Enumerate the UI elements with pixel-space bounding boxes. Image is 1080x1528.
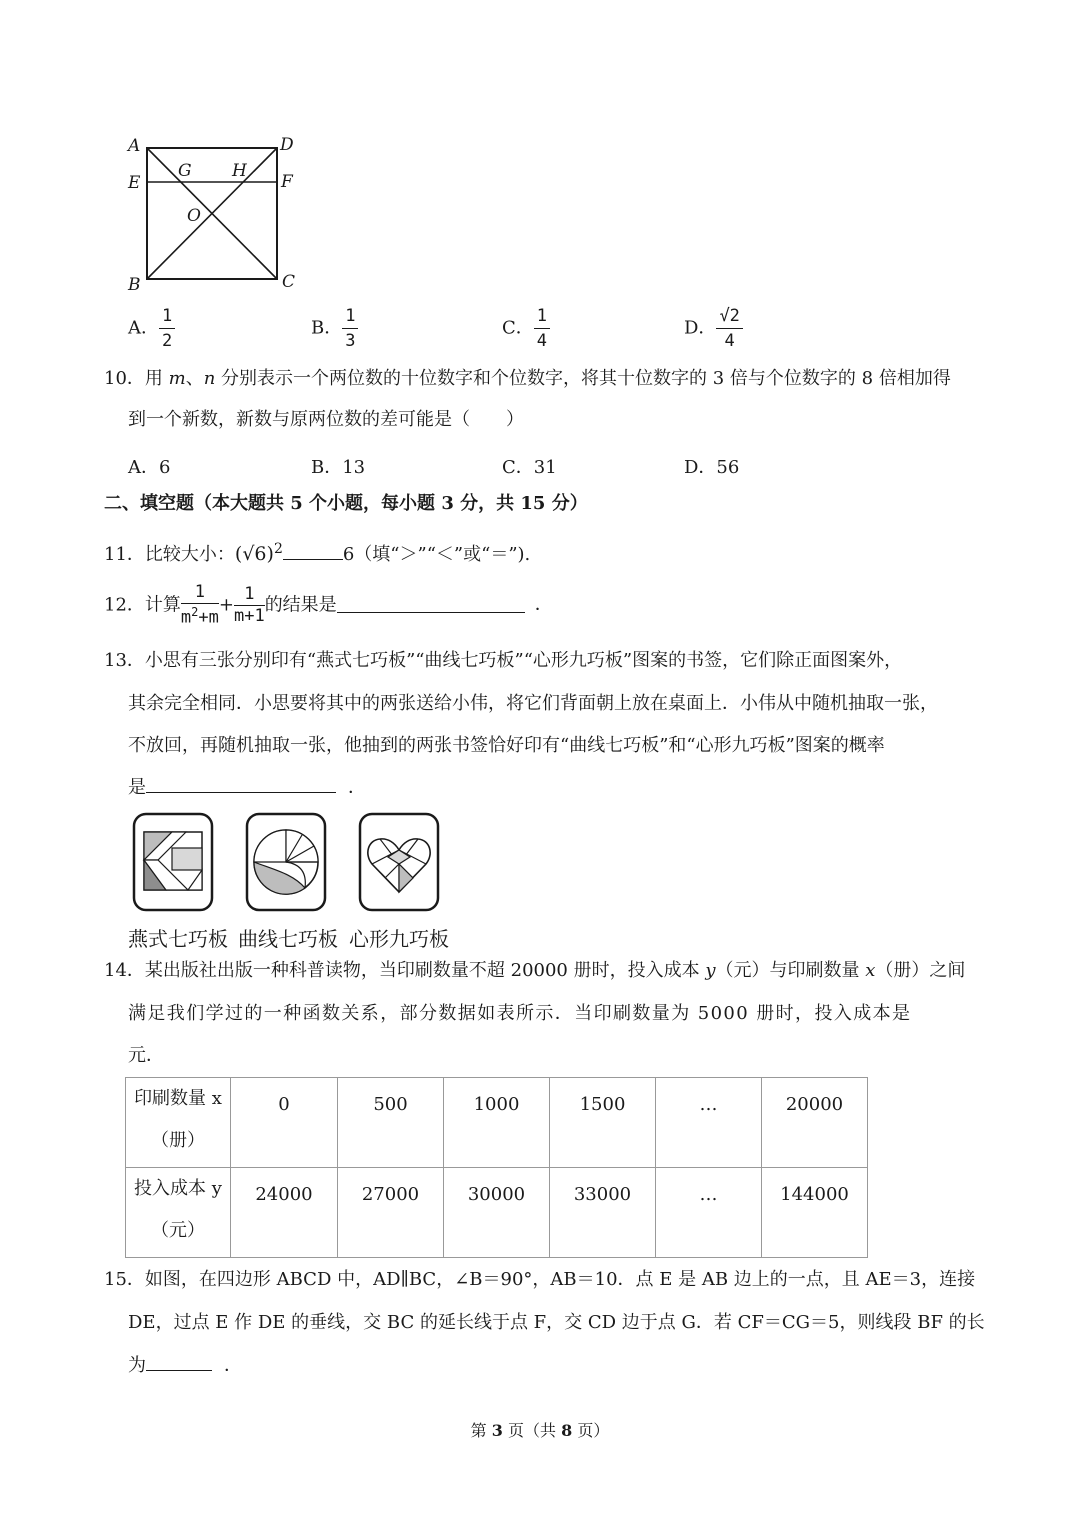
- table-cell: 20000: [762, 1078, 868, 1168]
- q12: 12．计算 $\frac{1}{m^2+m}$ + $\frac{1}{m+1}$ 的结果是 ．: [104, 582, 553, 628]
- q10-option-d: D．56: [684, 457, 740, 478]
- card-label-curve: 曲线七巧板: [238, 927, 338, 951]
- q9-option-d: D． $\frac{√2}{4}$: [684, 306, 743, 351]
- data-table: [125, 1077, 868, 1258]
- label-B: B: [128, 275, 141, 295]
- label-G: G: [178, 161, 192, 181]
- table-cell: 144000: [762, 1168, 868, 1258]
- sqrt-expression: (√6): [234, 543, 274, 565]
- table-cell: 1000: [444, 1078, 550, 1168]
- q14-line2: 满足我们学过的一种函数关系，部分数据如表所示．当印刷数量为 5000 册时，投入成本是: [128, 1003, 912, 1024]
- label-E: E: [128, 173, 141, 193]
- label-C: C: [282, 272, 296, 292]
- curve-tangram-card: [245, 812, 327, 912]
- q10-line2: 到一个新数，新数与原两位数的差可能是（ ）: [128, 409, 524, 430]
- heart-tangram-card: [358, 812, 440, 912]
- table-row: [126, 1078, 868, 1168]
- answer-blank[interactable]: [146, 792, 336, 793]
- answer-blank[interactable]: [337, 612, 525, 613]
- label-F: F: [281, 172, 293, 192]
- card-label-swallow: 燕式七巧板: [128, 927, 228, 951]
- q15-line1: 15．如图，在四边形 ABCD 中，AD∥BC，∠B＝90°，AB＝10．点 E 是 AB 边上的一点，且 AE＝3，连接: [104, 1269, 976, 1290]
- label-D: D: [280, 135, 294, 155]
- fraction: $\frac{1}{4}$: [534, 306, 550, 351]
- q9-option-a: A． $\frac{1}{2}$: [128, 306, 175, 351]
- table-cell: 33000: [550, 1168, 656, 1258]
- label-O: O: [187, 206, 201, 226]
- table-header-cell: 投入成本 y （元）: [126, 1168, 231, 1258]
- card-label-heart: 心形九巧板: [349, 927, 449, 951]
- answer-blank[interactable]: [283, 559, 343, 560]
- q10-option-b: B．13: [311, 457, 366, 478]
- fraction-1: $\frac{1}{m^2+m}$: [180, 582, 219, 628]
- label-A: A: [128, 136, 141, 156]
- table-cell: 500: [338, 1078, 444, 1168]
- q13-line1: 13．小思有三张分别印有“燕式七巧板”“曲线七巧板”“心形九巧板”图案的书签，它们除正面图案外，: [104, 650, 903, 671]
- table-row: [126, 1168, 868, 1258]
- table-cell: 1500: [550, 1078, 656, 1168]
- q13-line4: 是 ．: [128, 777, 366, 798]
- table-cell: 30000: [444, 1168, 550, 1258]
- q15-line2: DE，过点 E 作 DE 的垂线，交 BC 的延长线于点 F，交 CD 边于点 G．若 CF＝CG＝5，则线段 BF 的长: [128, 1312, 985, 1333]
- table-cell: …: [656, 1078, 762, 1168]
- fraction: $\frac{√2}{4}$: [716, 306, 742, 351]
- table-cell: 27000: [338, 1168, 444, 1258]
- q13-line2: 其余完全相同．小思要将其中的两张送给小伟，将它们背面朝上放在桌面上．小伟从中随机抽取一张，: [128, 693, 938, 714]
- table-cell: …: [656, 1168, 762, 1258]
- q9-option-c: C． $\frac{1}{4}$: [502, 306, 550, 351]
- label-H: H: [232, 161, 247, 181]
- table-cell: 0: [231, 1078, 338, 1168]
- q14-line3: 元．: [128, 1045, 164, 1066]
- swallow-tangram-card: [132, 812, 214, 912]
- square-diagram: [120, 128, 310, 298]
- q14-line1: 14．某出版社出版一种科普读物，当印刷数量不超 20000 册时，投入成本 y（元）与印刷数量 x（册）之间: [104, 960, 966, 981]
- q13-line3: 不放回，再随机抽取一张，他抽到的两张书签恰好印有“曲线七巧板”和“心形九巧板”图案的概率: [128, 735, 885, 756]
- q9-option-b: B． $\frac{1}{3}$: [311, 306, 358, 351]
- q10-option-a: A．6: [128, 457, 171, 478]
- q11: 11．比较大小：$(√6)^2$ 6（填“＞”“＜”或“＝”).: [104, 541, 531, 565]
- q15-line3: 为 ．: [128, 1355, 242, 1376]
- section-heading: 二、填空题（本大题共 5 个小题，每小题 3 分，共 15 分）: [104, 493, 588, 514]
- fraction: $\frac{1}{2}$: [159, 306, 175, 351]
- q10-line1: 10．用 m、n 分别表示一个两位数的十位数字和个位数字，将其十位数字的 3 倍与个位数字的 8 倍相加得: [104, 368, 951, 389]
- table-cell: 24000: [231, 1168, 338, 1258]
- fraction: $\frac{1}{3}$: [342, 306, 358, 351]
- table-header-cell: 印刷数量 x （册）: [126, 1078, 231, 1168]
- answer-blank[interactable]: [146, 1370, 212, 1371]
- fraction-2: $\frac{1}{m+1}$: [233, 583, 265, 626]
- q10-option-c: C．31: [502, 457, 557, 478]
- page-footer: 第 3 页（共 8 页）: [470, 1421, 610, 1440]
